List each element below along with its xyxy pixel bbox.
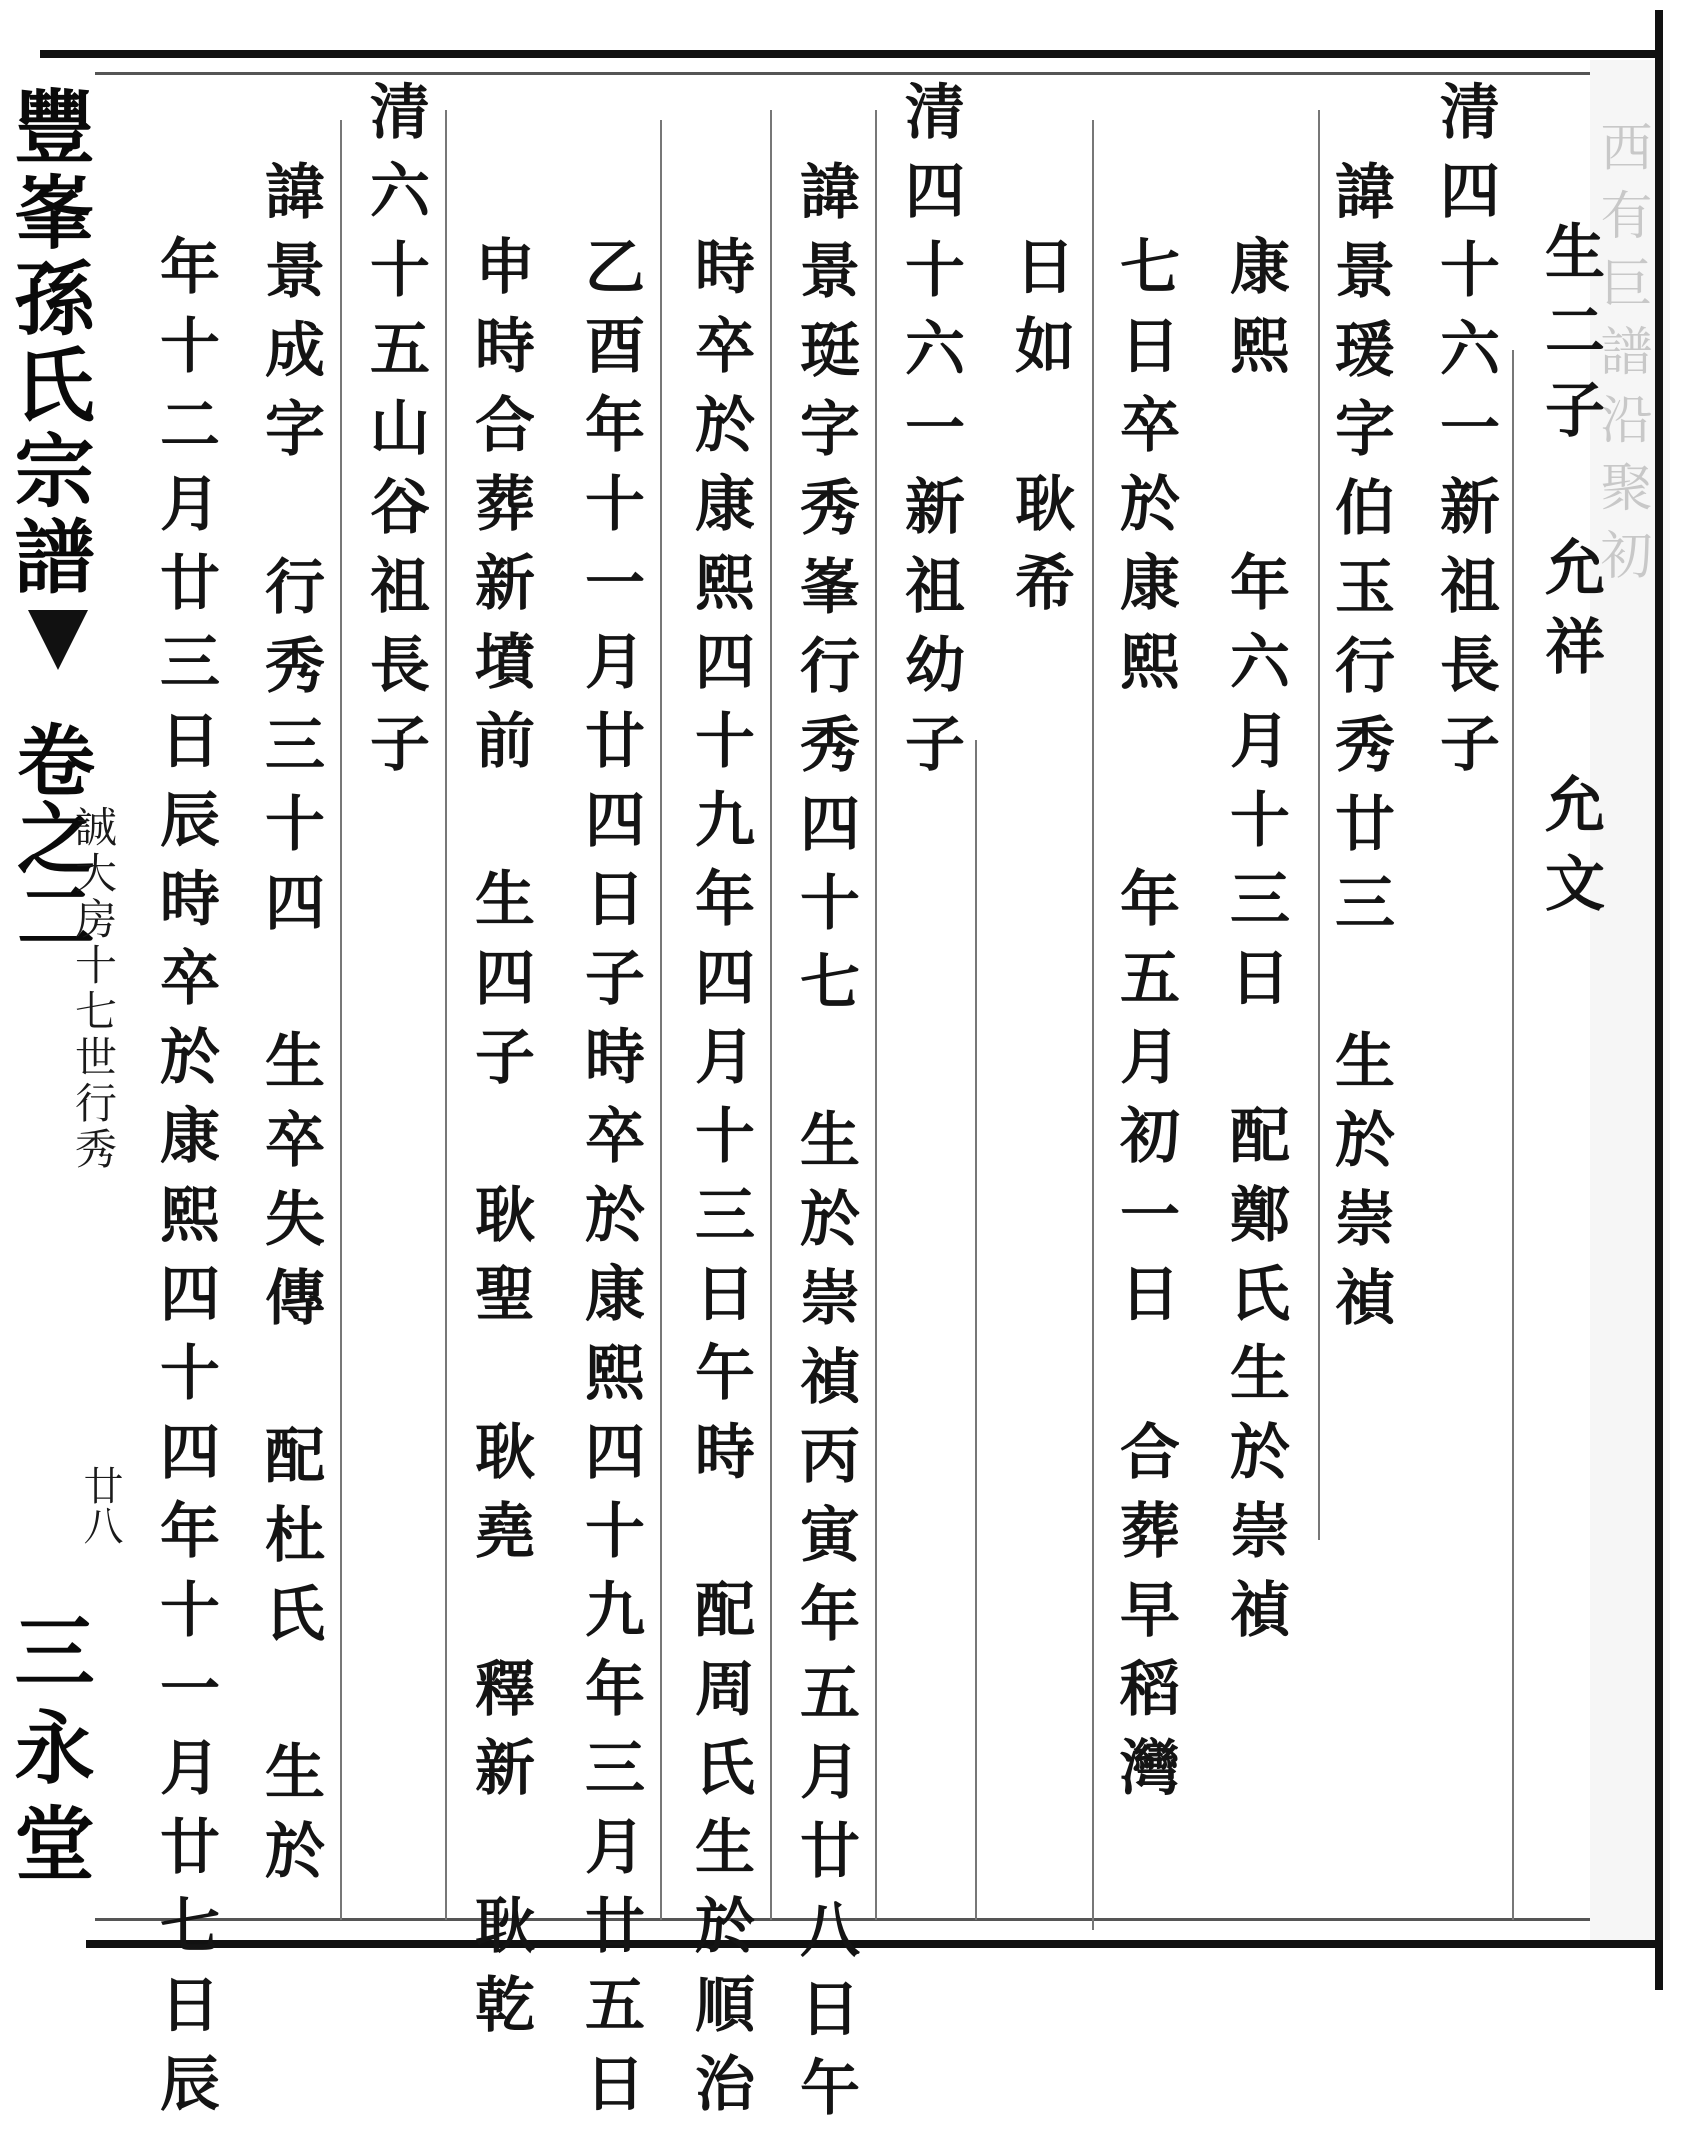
column-divider xyxy=(445,110,447,1920)
spine-hall-name: 三永堂 xyxy=(1,1610,95,1898)
text-column: 年十二月廿三日辰時卒於康熙四十四年十一月廿七日辰 xyxy=(150,235,220,2131)
text-column: 日如 耿希 xyxy=(1005,235,1075,630)
column-divider xyxy=(975,740,977,1920)
column-divider xyxy=(875,110,877,1920)
text-column: 諱景珽字秀峯行秀四十七 生於崇禎丙寅年五月廿八日午 xyxy=(790,160,860,2135)
text-column: 清四十六一新祖長子 xyxy=(1430,80,1500,791)
text-column: 七日卒於康熙 年五月初一日 合葬早稻灣 xyxy=(1110,235,1180,1815)
text-column: 清六十五山谷祖長子 xyxy=(360,80,430,791)
outer-right-frame-rule xyxy=(1655,10,1663,1990)
adjacent-page-bleed-text: 西有巨譜沿聚初 xyxy=(1591,120,1651,596)
spine-volume: 卷之二 xyxy=(4,720,95,954)
text-column: 申時合葬新墳前 生四子 耿聖 耿堯 釋新 耿乾 xyxy=(465,235,535,2052)
inner-bottom-rule xyxy=(95,1918,1635,1921)
fish-tail-mark xyxy=(28,610,88,670)
text-column: 乙酉年十一月廿四日子時卒於康熙四十九年三月廿五日 xyxy=(575,235,645,2131)
column-divider xyxy=(1318,110,1320,1540)
text-column: 時卒於康熙四十九年四月十三日午時 配周氏生於順治 xyxy=(685,235,755,2131)
column-divider xyxy=(660,120,662,1920)
spine-page-number: 廿八 xyxy=(77,1465,123,1545)
text-column: 諱景瑗字伯玉行秀廿三 生於崇禎 xyxy=(1325,160,1395,1345)
column-divider xyxy=(1092,120,1094,1930)
top-frame-rule xyxy=(40,50,1660,58)
spine-branch: 誠大房十七世行秀 xyxy=(69,805,118,1173)
text-column: 諱景成字 行秀三十四 生卒失傳 配杜氏 生於 xyxy=(255,160,325,1898)
column-divider xyxy=(340,120,342,1920)
spine-title: 豐峯孫氏宗譜 xyxy=(1,85,95,601)
text-column: 康熙 年六月十三日 配鄭氏生於崇禎 xyxy=(1220,235,1290,1657)
text-column: 生二子 允祥 允文 xyxy=(1535,220,1605,931)
inner-top-rule xyxy=(95,72,1635,75)
column-divider xyxy=(770,110,772,1920)
text-column: 清四十六一新祖幼子 xyxy=(895,80,965,791)
column-divider xyxy=(1512,350,1514,1920)
